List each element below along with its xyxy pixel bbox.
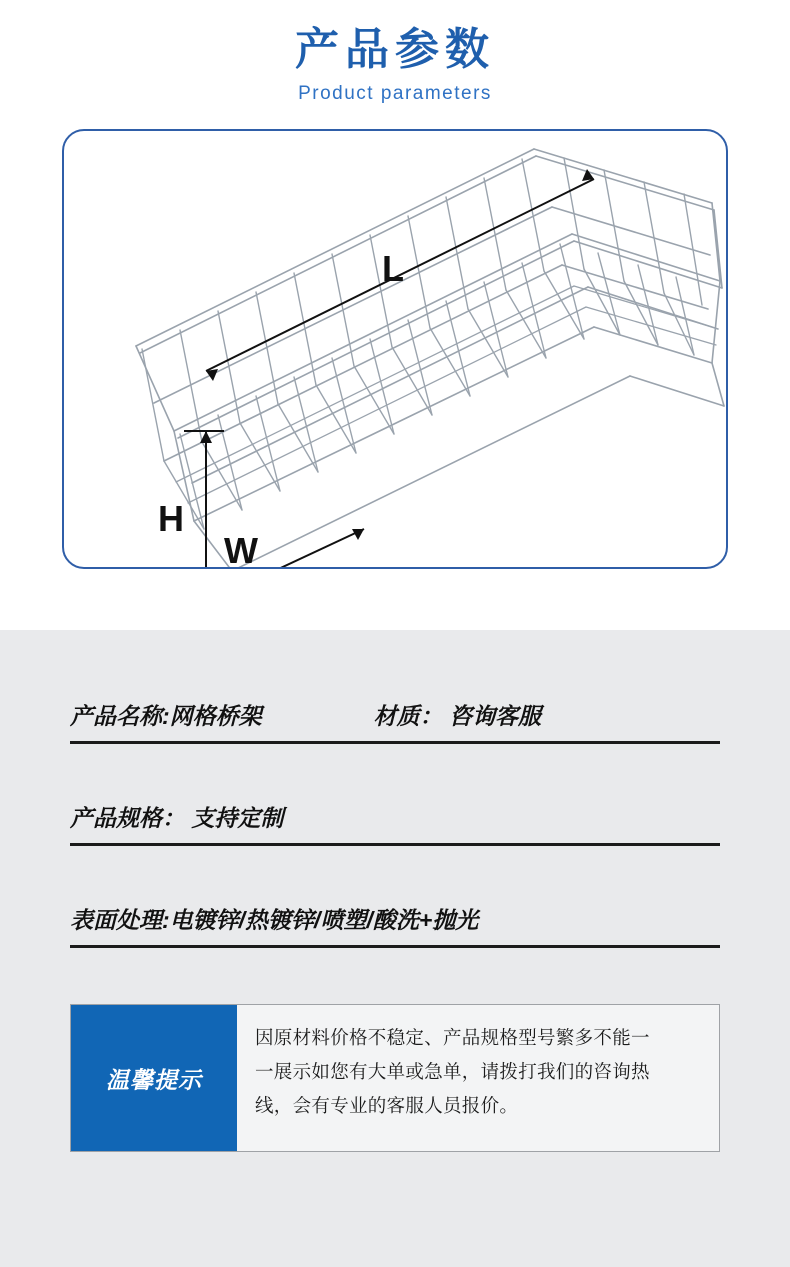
spec-list [0,630,790,948]
tip-line: 线，会有专业的客服人员报价。 [255,1095,519,1117]
spec-row [70,698,720,744]
spec-row [70,800,720,846]
page-subtitle: Product parameters [298,83,492,104]
tip-box [70,1004,720,1152]
spec-specification: 产品规格： 支持定制 [70,805,284,831]
tip-label: 温馨提示 [71,1005,237,1151]
spec-row [70,902,720,948]
spec-product-name: 产品名称:网格桥架 [70,703,262,729]
label-height: H [158,498,184,539]
spec-surface-treatment: 表面处理:电镀锌/热镀锌/喷塑/酸洗+抛光 [70,907,479,933]
tip-line: 因原材料价格不稳定、产品规格型号繁多不能一 [255,1027,650,1048]
tip-line: 一展示如您有大单或急单，请拨打我们的咨询热 [255,1061,650,1083]
spec-panel [0,630,790,1267]
page-header [0,0,790,105]
label-length: L [382,248,404,289]
page-title: 产品参数 [295,25,495,74]
tip-body [237,1005,719,1151]
spec-material: 材质： 咨询客服 [373,703,542,729]
illustration-card [62,129,728,569]
label-width: W [224,530,258,567]
wire-mesh-tray-svg [64,131,726,567]
